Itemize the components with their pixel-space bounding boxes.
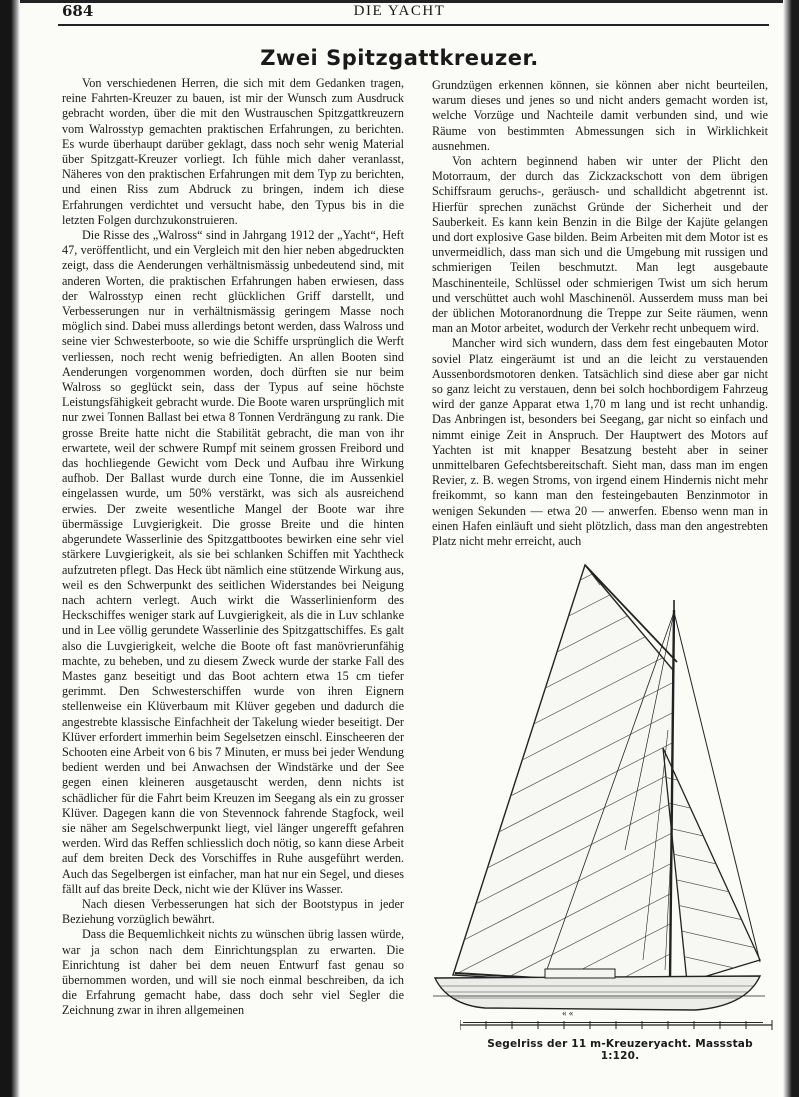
paragraph: Grundzügen erkennen können, sie können aber nicht beurteilen, warum dieses und jenes so und nicht anders gemacht worden ist, welche Vorzüge und Nachteile damit verbunden sind, und wie Räume von bestimmten Abmessungen sich in Wirklichkeit ausnehmen. [432, 78, 768, 153]
left-column [62, 76, 404, 1086]
paragraph: Mancher wird sich wundern, dass dem fest eingebauten Motor soviel Platz eingeräumt ist und an die leicht zu verstauenden Aussenbordsmotoren denken. Tatsächlich sind diese aber gar nicht so ganz leicht zu verstauen, denn bei solch hochbordigem Fahrzeug wird der ganze Apparat etwa 1,70 m lang und ist recht unhandig. Das Anbringen ist, besonders bei Seegang, gar nicht so einfach und nimmt einige Zeit in Anspruch. Der Hauptwert des Motors auf Yachten ist mit knapper Besatzung besteht aber in seiner unmittelbaren Gefechtsbereitschaft. Sieht man, dass man im engen Revier, z. B. wegen Stroms, von irgend einem Hindernis nicht mehr freikommt, so kann man den festeingebauten Benzinmotor in wenigen Sekunden — etwa 20 — anwerfen. Ebenso wenn man in einen Hafen einläuft und sieht plötzlich, dass man den angestrebten Platz nicht mehr erreicht, auch [432, 336, 768, 549]
scale-ticks [460, 1018, 790, 1032]
paragraph: Von verschiedenen Herren, die sich mit dem Gedanken tragen, reine Fahrten-Kreuzer zu bauen, ist mir der Wunsch zum Ausdruck gebracht worden, über die mit den Wustrauschen Spitzgattkreuzern vom Walrosstyp gemachten praktischen Erfahrungen, zu berichten. Es wurde überhaupt darüber geklagt, dass noch sehr wenig Material über Spitzgatt-Kreuzer vorliegt. Ich fühle mich daher veranlasst, Näheres von den praktischen Erfahrungen mit dem Typ zu berichten, und einen Riss zum Abdruck zu bringen, indem ich diese Erfahrungen verdichtet und versucht habe, den Typus bis in die letzten Folgen durchzukonstruieren. [62, 76, 404, 227]
scan-shadow-right [783, 0, 799, 1097]
sail-plan-figure [425, 550, 775, 1025]
right-column [432, 78, 768, 550]
paragraph: Nach diesen Verbesserungen hat sich der Bootstypus in jeder Beziehung vorzüglich bewährt. [62, 896, 404, 927]
figure-caption: Segelriss der 11 m-Kreuzeryacht. Massstab 1:120. [487, 1038, 753, 1062]
article-title: Zwei Spitzgattkreuzer. [260, 46, 539, 70]
page-number: 684 [62, 2, 94, 20]
deckhouse [545, 969, 615, 978]
paragraph: Dass die Bequemlichkeit nichts zu wünschen übrig lassen würde, war ja schon nach dem Einrichtungsplan zu erwarten. Die Einrichtung ist daher bei dem neuen Entwurf fast genau so übernommen worden, und will sie noch einmal beschreiben, da ich die Erfahrung gemacht habe, dass doch sehr viel Segler die Zeichnung zwar in ihren allgemeinen [62, 927, 404, 1018]
header-rule [58, 24, 769, 26]
paragraph: Von achtern beginnend haben wir unter der Plicht den Motorraum, der durch das Zickzackschott von dem übrigen Schiffsraum geruchs-, geräusch- und schalldicht abgetrennt ist. Hierfür sprechen zunächst Gründe der Sicherheit und der Sauberkeit. Es kann kein Benzin in die Bilge der Kajüte gelangen und dort explosive Gase bilden. Beim Arbeiten mit dem Motor ist es unvermeidlich, dass man sich und die Umgebung mit russigen und schmierigen Teilen beschmutzt. Man legt ausgebaute Maschinenteile, Schlüssel oder schmierigen Twist um sich herum und verschüttet auch wohl Maschinenöl. Ausserdem muss man bei der üblichen Motoranordnung die Treppe zur Seite räumen, wenn man an Motor arbeitet, wodurch der Verkehr recht unbequem wird. [432, 154, 768, 336]
running-head: DIE YACHT [353, 3, 446, 19]
sail-plan-drawing [425, 550, 775, 1025]
scale-marks: « « [562, 1008, 574, 1018]
paragraph: Die Risse des „Walross“ sind in Jahrgang 1912 der „Yacht“, Heft 47, veröffentlicht, und ein Vergleich mit den hier neben abgedruckten zeigt, dass die Aenderungen verhältnismässig unbedeutend sind, mit anderen Worten, die praktischen Erfahrungen haben erwiesen, dass der Walrosstyp einen recht glücklichen Griff darstellt, und Verbesserungen nur in verhältnismässig geringem Masse noch möglich sind. Dabei muss allerdings betont werden, dass Walross und seine vier Schwesterboote, so wie die Schiffe ursprünglich die Werft verliessen, noch recht wenig befriedigten. An allen Booten sind Aenderungen vorgenommen worden, doch dürften sie nur beim Walross so geglückt sein, dass der Typus auf seine höchste Leistungsfähigkeit gebracht wurde. Die Boote waren ursprünglich mit nur zwei Tonnen Ballast bei etwa 8 Tonnen Verdrängung zu rank. Die grosse Breite hatte nicht die Stabilität gebracht, die man von ihr erwartete, weil der schwere Rumpf mit seinem grossen Freibord und das hochliegende Gewicht vom Deck und Aufbau ihre Wirkung aufhob. Der Ballast wurde durch eine Tonne, die im Aussenkiel eingelassen wurde, um 50% verstärkt, was sich als ausreichend erwies. Der zweite wesentliche Mangel der Boote war ihre übermässige Luvgierigkeit. Die grosse Breite und die hinten abgerundete Wasserlinie des Spitzgattbootes bewirken eine sehr viel stärkere Luvgierigkeit, als sie bei schlanken Schiffen mit Yachtheck aufzutreten pflegt. Das Heck übt nämlich eine stützende Wirkung aus, weil es den Schwerpunkt des seitlichen Widerstandes bei Neigung nach achtern verlegt. Auch wirkt die Wasserlinienform des Heckschiffes weniger stark auf Luvgierigkeit, als die in Luv schlanke und in Lee völlig gerundete Wasserlinie des Spitzgattschiffes. Es galt also die Luvgierigkeit, welche die Boote oft fast manövrierunfähig machte, zu beheben, und zu diesem Zweck wurde der starke Fall des Mastes ganz beseitigt und das Boot achtern etwa 15 cm tiefer gerimmt. Den Schwesterschiffen wurde von ihren Eignern stellenweise ein Klüverbaum mit Klüver gegeben und dadurch die angestrebte klassische Einfachheit der Takelung wieder beseitigt. Der Klüver erfordert immerhin beim Segelsetzen einschl. Einscheeren der Schooten eine Arbeit von 6 bis 7 Minuten, er muss bei jeder Wendung bedient werden und bei Anwachsen der Windstärke und der See gegen einen kleineren ausgetauscht werden, denn nichts ist schädlicher für die Fahrt beim Kreuzen im Seegang als ein zu grosser Klüver. Dagegen kann die von Stevennock fahrende Stagfock, weil sie näher am Segelschwerpunkt liegt, viel länger ungerefft gefahren werden. Wird das Reffen schliesslich doch nötig, so kann diese Arbeit auf dem breiten Deck des Vorschiffes in Ruhe ausgeführt werden. Auch das Segelbergen ist einfacher, man hat nur ein Segel, und dieses fällt auf das breite Deck, nicht wie der Klüver ins Wasser. [62, 228, 404, 896]
scan-shadow-left [0, 0, 20, 1097]
